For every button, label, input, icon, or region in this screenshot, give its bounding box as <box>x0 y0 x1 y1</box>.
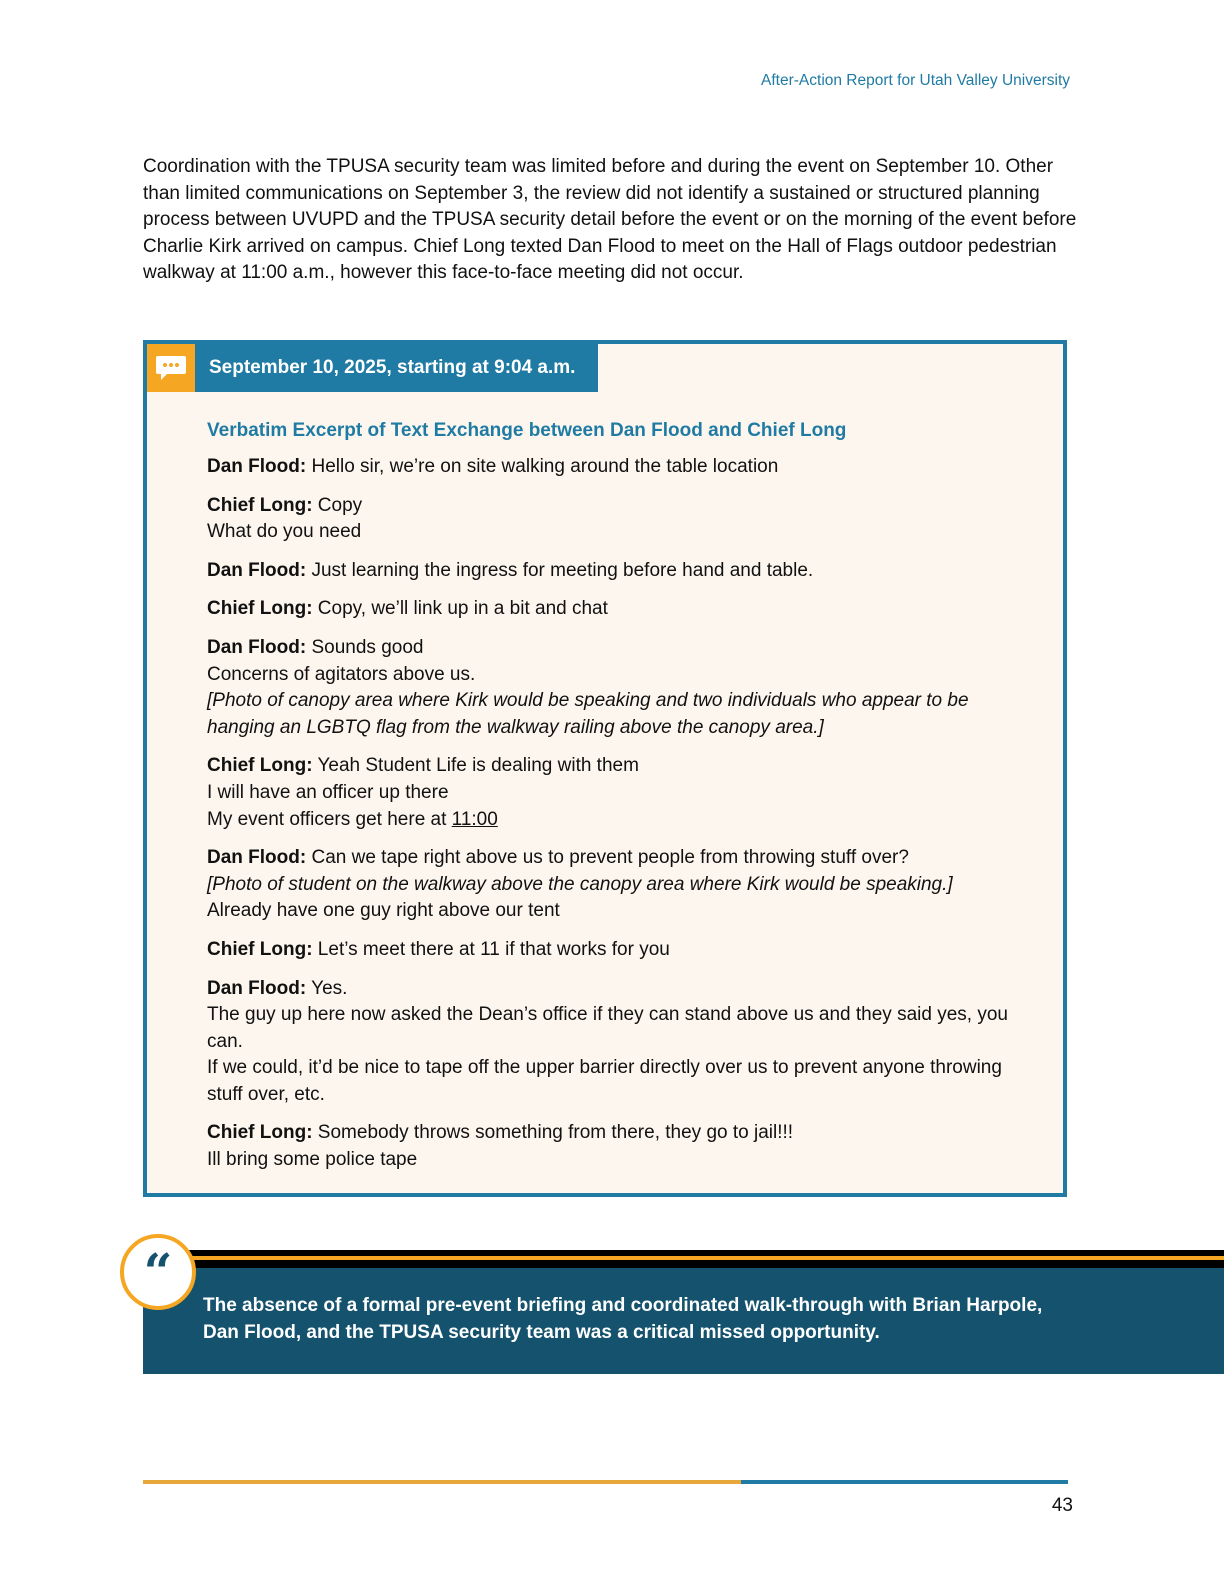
speaker-name: Dan Flood: <box>207 559 307 581</box>
chat-bubble-icon <box>147 344 195 392</box>
footer-rule-gold <box>143 1480 741 1484</box>
message <box>207 753 1017 833</box>
message-line: Somebody throws something from there, they go to jail!!! <box>312 1122 794 1144</box>
message-line: Hello sir, we’re on site walking around the table location <box>306 456 779 477</box>
message-line: Copy <box>312 494 363 516</box>
quote-mark-icon <box>120 1234 196 1310</box>
message <box>207 635 1017 741</box>
quote-mark: “ <box>143 1242 173 1301</box>
speaker-name: Dan Flood: <box>207 847 307 869</box>
callout-gold-stripe <box>185 1256 1224 1260</box>
message-line: I will have an officer up there <box>207 781 449 803</box>
message-line: Sounds good <box>306 636 424 658</box>
speaker-name: Chief Long: <box>207 598 313 620</box>
underlined-time: 11:00 <box>451 808 498 830</box>
message <box>207 1120 1017 1173</box>
speaker-name: Chief Long: <box>207 755 313 777</box>
date-label: September 10, 2025, starting at 9:04 a.m. <box>209 357 576 378</box>
message-line: If we could, it’d be nice to tape off the upper barrier directly over us to prevent anyone throwing stuff over, etc. <box>207 1057 1002 1105</box>
message <box>207 493 1017 546</box>
photo-description: [Photo of student on the walkway above the canopy area where Kirk would be speaking.] <box>207 873 953 895</box>
speaker-name: Chief Long: <box>207 1122 313 1144</box>
callout-text: The absence of a formal pre-event briefing and coordinated walk-through with Brian Harpole, Dan Flood, and the TPUSA security team was a critical missed opportunity. <box>203 1295 1043 1343</box>
photo-description: [Photo of canopy area where Kirk would be speaking and two individuals who appear to be hanging an LGBTQ flag from the walkway railing above the canopy area.] <box>207 690 969 738</box>
excerpt-body <box>207 420 1017 1186</box>
speaker-name: Dan Flood: <box>207 636 307 658</box>
running-header: After-Action Report for Utah Valley University <box>761 72 1070 89</box>
callout-top-bar <box>185 1250 1224 1268</box>
date-tab <box>147 344 598 392</box>
speaker-name: Chief Long: <box>207 938 313 960</box>
message <box>207 596 1017 623</box>
excerpt-title: Verbatim Excerpt of Text Exchange between Dan Flood and Chief Long <box>207 420 847 441</box>
message-line: Ill bring some police tape <box>207 1149 418 1171</box>
message-line: Just learning the ingress for meeting before hand and table. <box>306 559 814 581</box>
message <box>207 558 1017 585</box>
message-line: Concerns of agitators above us. <box>207 663 476 685</box>
message <box>207 845 1017 925</box>
message <box>207 454 1017 481</box>
text-exchange-box <box>143 340 1067 1197</box>
message-line <box>207 807 1017 834</box>
message <box>207 937 1017 964</box>
message-line: Can we tape right above us to prevent people from throwing stuff over? <box>306 847 909 869</box>
message-text: My event officers get here at <box>207 808 452 830</box>
page-number: 43 <box>1051 1495 1073 1516</box>
footer-rule-blue <box>741 1480 1068 1484</box>
intro-paragraph: Coordination with the TPUSA security team was limited before and during the event on September 10. Other than limited communications on September 3, the review did not identify a sustained or structured planning process between UVUPD and the TPUSA security detail before the event or on the morning of the event before Charlie Kirk arrived on campus. Chief Long texted Dan Flood to meet on the Hall of Flags outdoor pedestrian walkway at 11:00 a.m., however this face-to-face meeting did not occur. <box>143 156 1077 284</box>
message-line: Yeah Student Life is dealing with them <box>312 755 639 777</box>
message-line: Yes. <box>306 977 348 999</box>
message-line: Copy, we’ll link up in a bit and chat <box>312 598 608 620</box>
speaker-name: Chief Long: <box>207 494 313 516</box>
speaker-name: Dan Flood: <box>207 977 307 999</box>
message-line: The guy up here now asked the Dean’s office if they can stand above us and they said yes, you can. <box>207 1004 1008 1052</box>
message-line: What do you need <box>207 521 362 543</box>
message-line: Already have one guy right above our tent <box>207 900 560 922</box>
speaker-name: Dan Flood: <box>207 456 307 477</box>
message <box>207 976 1017 1109</box>
message-line: Let’s meet there at 11 if that works for you <box>312 938 670 960</box>
